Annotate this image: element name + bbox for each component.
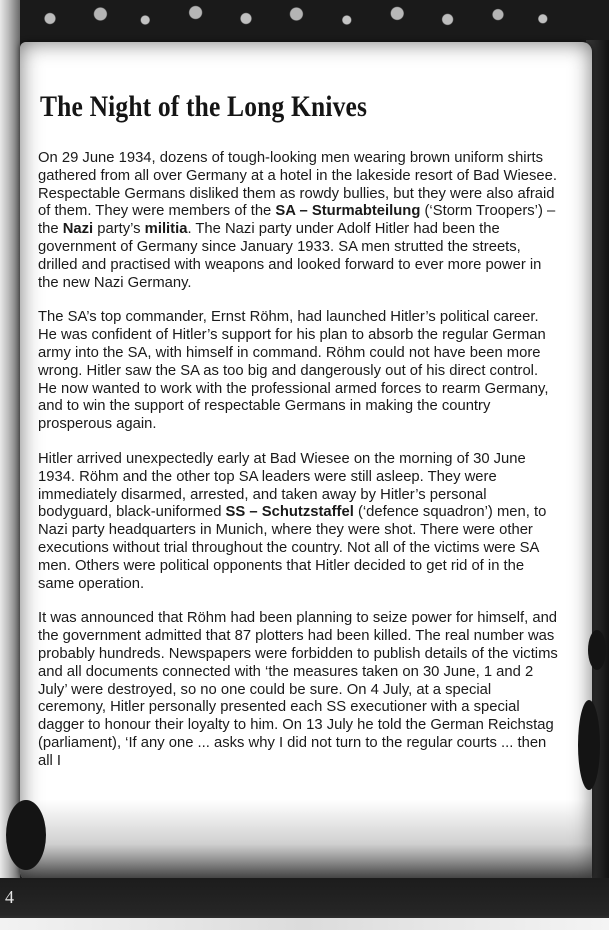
text-run: The SA’s top commander, Ernst Röhm, had launched Hitler’s political career. He was confident of Hitler’s support for his plan to absorb the regular German army into the SA, with himself in command. Röhm could not have been more wrong. Hitler saw the SA as too big and dangerously out of his direct control. He now wanted to work with the professional armed forces to rearm Germany, and to win the support of respectable Germans in making the country prosperous again. bbox=[38, 309, 549, 433]
page-number: 4 bbox=[5, 887, 14, 907]
ink-blot bbox=[588, 630, 606, 670]
bottom-edge bbox=[0, 918, 609, 930]
article-body bbox=[38, 150, 558, 788]
text-run: On 29 June 1934, dozens of tough-looking men wearing brown uniform shirts gathered from all over Germany at a hotel in the lakeside resort of Bad Wiesee. Respectable Germans disliked them as rowdy bullies, but they were also afraid of them. They were members of the bbox=[38, 150, 557, 220]
paragraph-4 bbox=[38, 610, 558, 770]
text-run: (‘defence squadron’) men, to Nazi party headquarters in Munich, where they were shot. There were other executions without trial throughout the country. Not all of the victims were SA men. Others were political opponents that Hitler decided to get rid of in the same operation. bbox=[38, 504, 547, 592]
bold-term: SA – Sturmabteilung bbox=[275, 203, 421, 220]
ink-blot bbox=[6, 800, 46, 870]
paragraph-3 bbox=[38, 451, 558, 593]
text-run: party’s bbox=[93, 221, 145, 238]
text-run: Hitler arrived unexpectedly early at Bad Wiesee on the morning of 30 June 1934. Röhm and the other top SA leaders were still asleep. They were immediately disarmed, arrested, and taken away by Hitler’s personal bodyguard, black-uniformed bbox=[38, 450, 526, 521]
page-title: The Night of the Long Knives bbox=[40, 90, 368, 123]
page-bottom-fade bbox=[20, 800, 592, 880]
bold-term: Nazi bbox=[62, 221, 94, 238]
text-run: It was announced that Röhm had been planning to seize power for himself, and the government admitted that 87 plotters had been killed. The real number was probably hundreds. Newspapers were forbidden to publish details of the victims and all documents connected with ‘the measures taken on 30 June, 1 and 2 July’ were destroyed, so no one could be sure. On 4 July, at a special ceremony, Hitler personally presented each SS executioner with a special dagger to honour their loyalty to him. On 13 July he told the German Reichstag (parliament), ‘If any one ... asks why I did not turn to the regular courts ... then all I bbox=[38, 610, 558, 769]
bold-term: militia bbox=[144, 221, 188, 238]
paragraph-1 bbox=[38, 150, 558, 292]
paragraph-2 bbox=[38, 309, 558, 434]
bold-term: SS – Schutzstaffel bbox=[225, 504, 354, 521]
top-border-texture bbox=[22, 2, 582, 32]
ink-blot bbox=[578, 700, 600, 790]
text-run: (‘Storm Troopers’) – the bbox=[38, 203, 556, 238]
text-run: . The Nazi party under Adolf Hitler had been the government of Germany since January 1933. SA men strutted the streets, drilled and practised with weapons and looked forward to ever more power in the new Nazi Germany. bbox=[38, 221, 542, 291]
left-border bbox=[0, 0, 20, 930]
